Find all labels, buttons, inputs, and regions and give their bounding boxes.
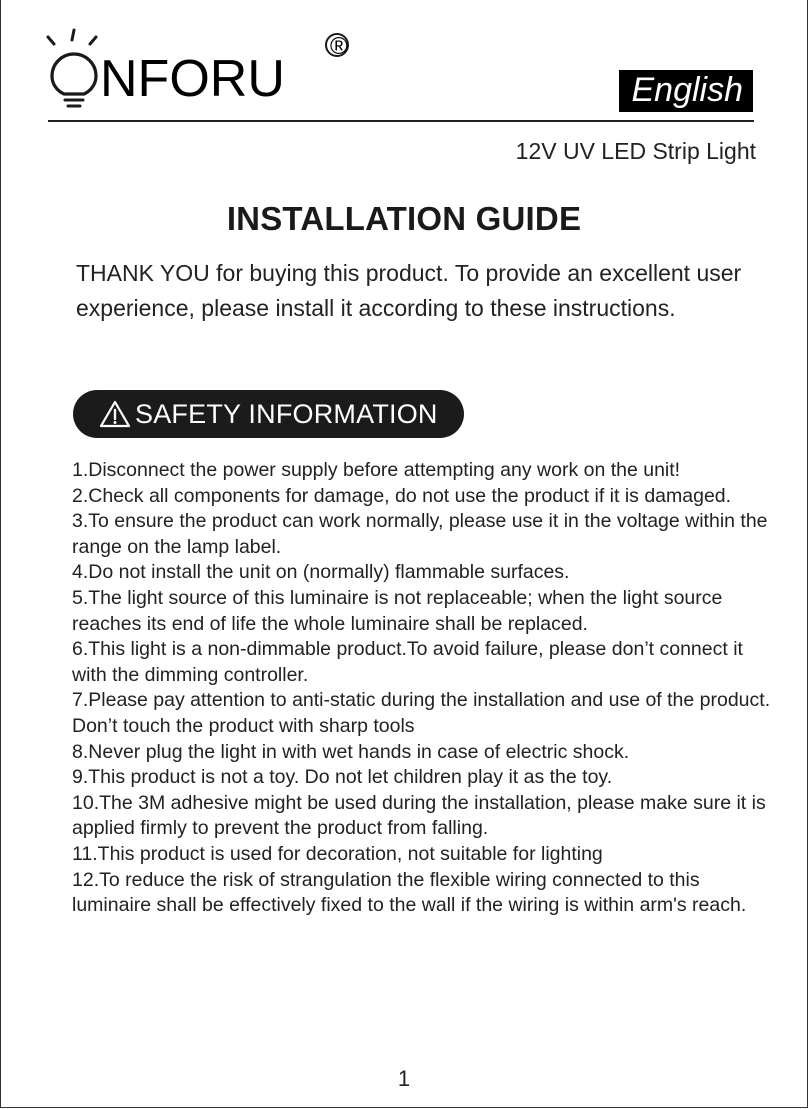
product-name: 12V UV LED Strip Light <box>515 138 756 164</box>
header-divider <box>48 120 754 122</box>
list-item: 8.Never plug the light in with wet hands in case of electric shock. <box>72 740 630 763</box>
brand-logo <box>44 28 364 118</box>
list-item: 11.This product is used for decoration, not suitable for lighting <box>72 842 603 865</box>
language-badge: English <box>619 70 753 112</box>
list-item: 12.To reduce the risk of strangulation the flexible wiring connected to this luminaire shall be effectively fixed to the wall if the wiring is within arm's reach. <box>72 868 747 917</box>
safety-heading <box>73 390 464 438</box>
svg-text:NFORU: NFORU <box>100 50 285 108</box>
lightbulb-logo-icon <box>44 28 364 118</box>
safety-list <box>72 458 772 919</box>
list-item: 2.Check all components for damage, do not use the product if it is damaged. <box>72 484 732 507</box>
list-item: 7.Please pay attention to anti-static during the installation and use of the product. Don’t touch the product with sharp tools <box>72 689 771 737</box>
intro-paragraph: THANK YOU for buying this product. To provide an excellent user experience, please install it according to these instructions. <box>76 260 742 321</box>
page-title: INSTALLATION GUIDE <box>226 200 582 237</box>
list-item: 1.Disconnect the power supply before attempting any work on the unit! <box>72 459 681 481</box>
list-item: 9.This product is not a toy. Do not let children play it as the toy. <box>72 766 613 789</box>
list-item: 6.This light is a non-dimmable product.To avoid failure, please don’t connect it with the dimming controller. <box>72 638 743 686</box>
safety-heading-label: SAFETY INFORMATION <box>135 398 438 429</box>
list-item: 5.The light source of this luminaire is not replaceable; when the light source reaches its end of life the whole luminaire shall be replaced. <box>72 586 723 635</box>
warning-icon <box>99 400 131 428</box>
svg-text:®: ® <box>330 33 348 60</box>
list-item: 10.The 3M adhesive might be used during the installation, please make sure it is applied firmly to prevent the product from falling. <box>72 791 766 840</box>
list-item: 4.Do not install the unit on (normally) flammable surfaces. <box>72 561 570 584</box>
list-item: 3.To ensure the product can work normally, please use it in the voltage within the range on the lamp label. <box>72 510 768 558</box>
page-number: 1 <box>397 1066 411 1091</box>
